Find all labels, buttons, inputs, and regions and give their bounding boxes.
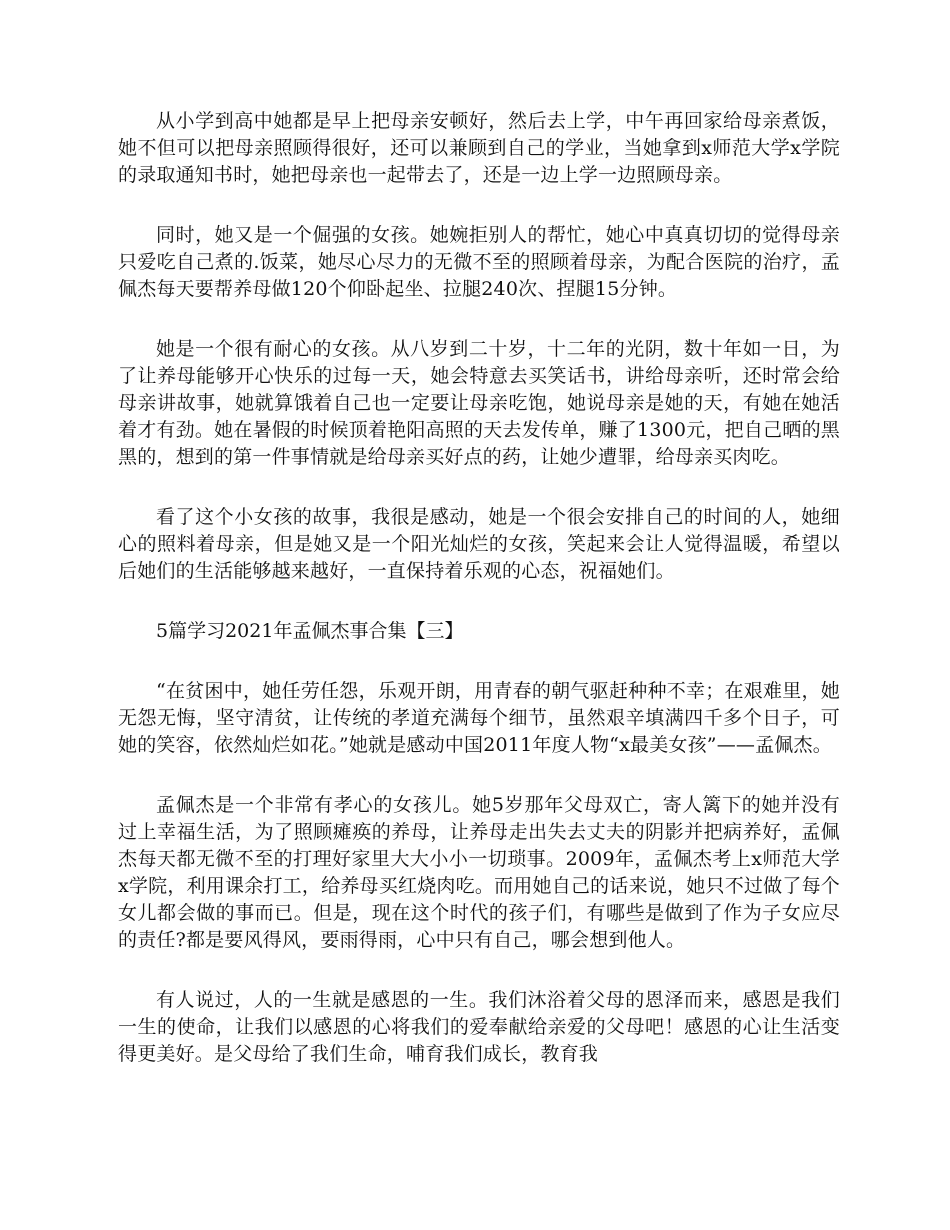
paragraph-filial-piety: 孟佩杰是一个非常有孝心的女孩儿。她5岁那年父母双亡，寄人篱下的她并没有过上幸福生活，为了照顾瘫痪的养母，让养母走出失去丈夫的阴影并把病养好，孟佩杰每天都无微不至的打理好家里大大小小一切琐事。2009年，孟佩杰考上x师范大学x学院，利用课余打工，给养母买红烧肉吃。而用她自己的话来说，她只不过做了每个女儿都会做的事而已。但是，现在这个时代的孩子们，有哪些是做到了作为子女应尽的责任?都是要风得风，要雨得雨，心中只有自己，哪会想到他人。: [118, 794, 840, 951]
section-heading: 5篇学习2021年孟佩杰事合集【三】: [156, 620, 464, 642]
document-page: [118, 108, 840, 1101]
paragraph-citation-quote: “在贫困中，她任劳任怨，乐观开朗，用青春的朝气驱赶种种不幸；在艰难里，她无怨无悔，坚守清贫，让传统的孝道充满每个细节，虽然艰辛填满四千多个日子，可她的笑容，依然灿烂如花。”她就是感动中国2011年度人物“x最美女孩”——孟佩杰。: [118, 680, 840, 756]
paragraph-stubborn-girl: 同时，她又是一个倔强的女孩。她婉拒别人的帮忙，她心中真真切切的觉得母亲只爱吃自己煮的.饭菜，她尽心尽力的无微不至的照顾着母亲，为配合医院的治疗，孟佩杰每天要帮养母做120个仰卧起坐、拉腿240次、捏腿15分钟。: [118, 224, 840, 300]
paragraph-gratitude: 有人说过，人的一生就是感恩的一生。我们沐浴着父母的恩泽而来，感恩是我们一生的使命，让我们以感恩的心将我们的爱奉献给亲爱的父母吧！感恩的心让生活变得更美好。是父母给了我们生命，哺育我们成长，教育我: [118, 989, 840, 1065]
paragraph-reflection: 看了这个小女孩的故事，我很是感动，她是一个很会安排自己的时间的人，她细心的照料着母亲，但是她又是一个阳光灿烂的女孩，笑起来会让人觉得温暖，希望以后她们的生活能够越来越好，一直保持着乐观的心态，祝福她们。: [118, 506, 840, 582]
paragraph-caregiving-schedule: 从小学到高中她都是早上把母亲安顿好，然后去上学，中午再回家给母亲煮饭，她不但可以把母亲照顾得很好，还可以兼顾到自己的学业，当她拿到x师范大学x学院的录取通知书时，她把母亲也一起带去了，还是一边上学一边照顾母亲。: [118, 110, 840, 186]
paragraph-patient-girl: 她是一个很有耐心的女孩。从八岁到二十岁，十二年的光阴，数十年如一日，为了让养母能够开心快乐的过每一天，她会特意去买笑话书，讲给母亲听，还时常会给母亲讲故事，她就算饿着自己也一定要让母亲吃饱，她说母亲是她的天，有她在她活着才有劲。她在暑假的时候顶着艳阳高照的天去发传单，赚了1300元，把自己晒的黑黑的，想到的第一件事情就是给母亲买好点的药，让她少遭罪，给母亲买肉吃。: [118, 338, 840, 468]
